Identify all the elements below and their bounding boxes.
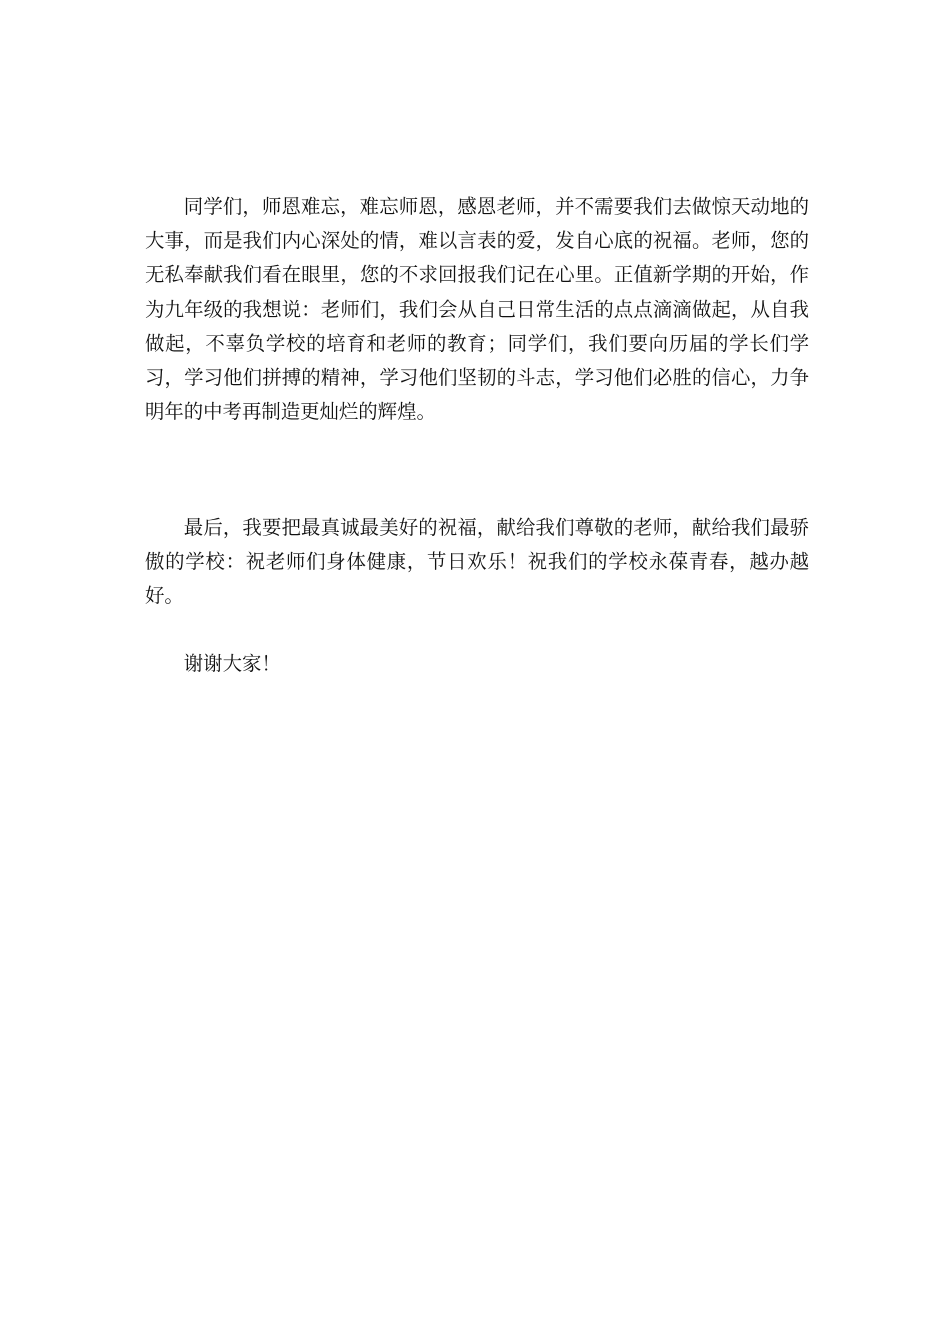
paragraph-blessing: 最后，我要把最真诚最美好的祝福，献给我们尊敬的老师，献给我们最骄傲的学校：祝老师们身体健康，节日欢乐！祝我们的学校永葆青春，越办越好。 (145, 516, 809, 608)
document-body (145, 190, 809, 681)
paragraph-thanks: 谢谢大家！ (183, 652, 281, 675)
paragraph-gratitude: 同学们，师恩难忘，难忘师恩，感恩老师，并不需要我们去做惊天动地的大事，而是我们内心深处的情，难以言表的爱，发自心底的祝福。老师，您的无私奉献我们看在眼里，您的不求回报我们记在心里。正值新学期的开始，作为九年级的我想说：老师们，我们会从自己日常生活的点点滴滴做起，从自我做起，不辜负学校的培育和老师的教育；同学们，我们要向历届的学长们学习，学习他们拼搏的精神，学习他们坚韧的斗志，学习他们必胜的信心，力争明年的中考再制造更灿烂的辉煌。 (145, 195, 809, 424)
paragraph-spacer (145, 463, 809, 511)
paragraph-spacer (145, 579, 809, 647)
